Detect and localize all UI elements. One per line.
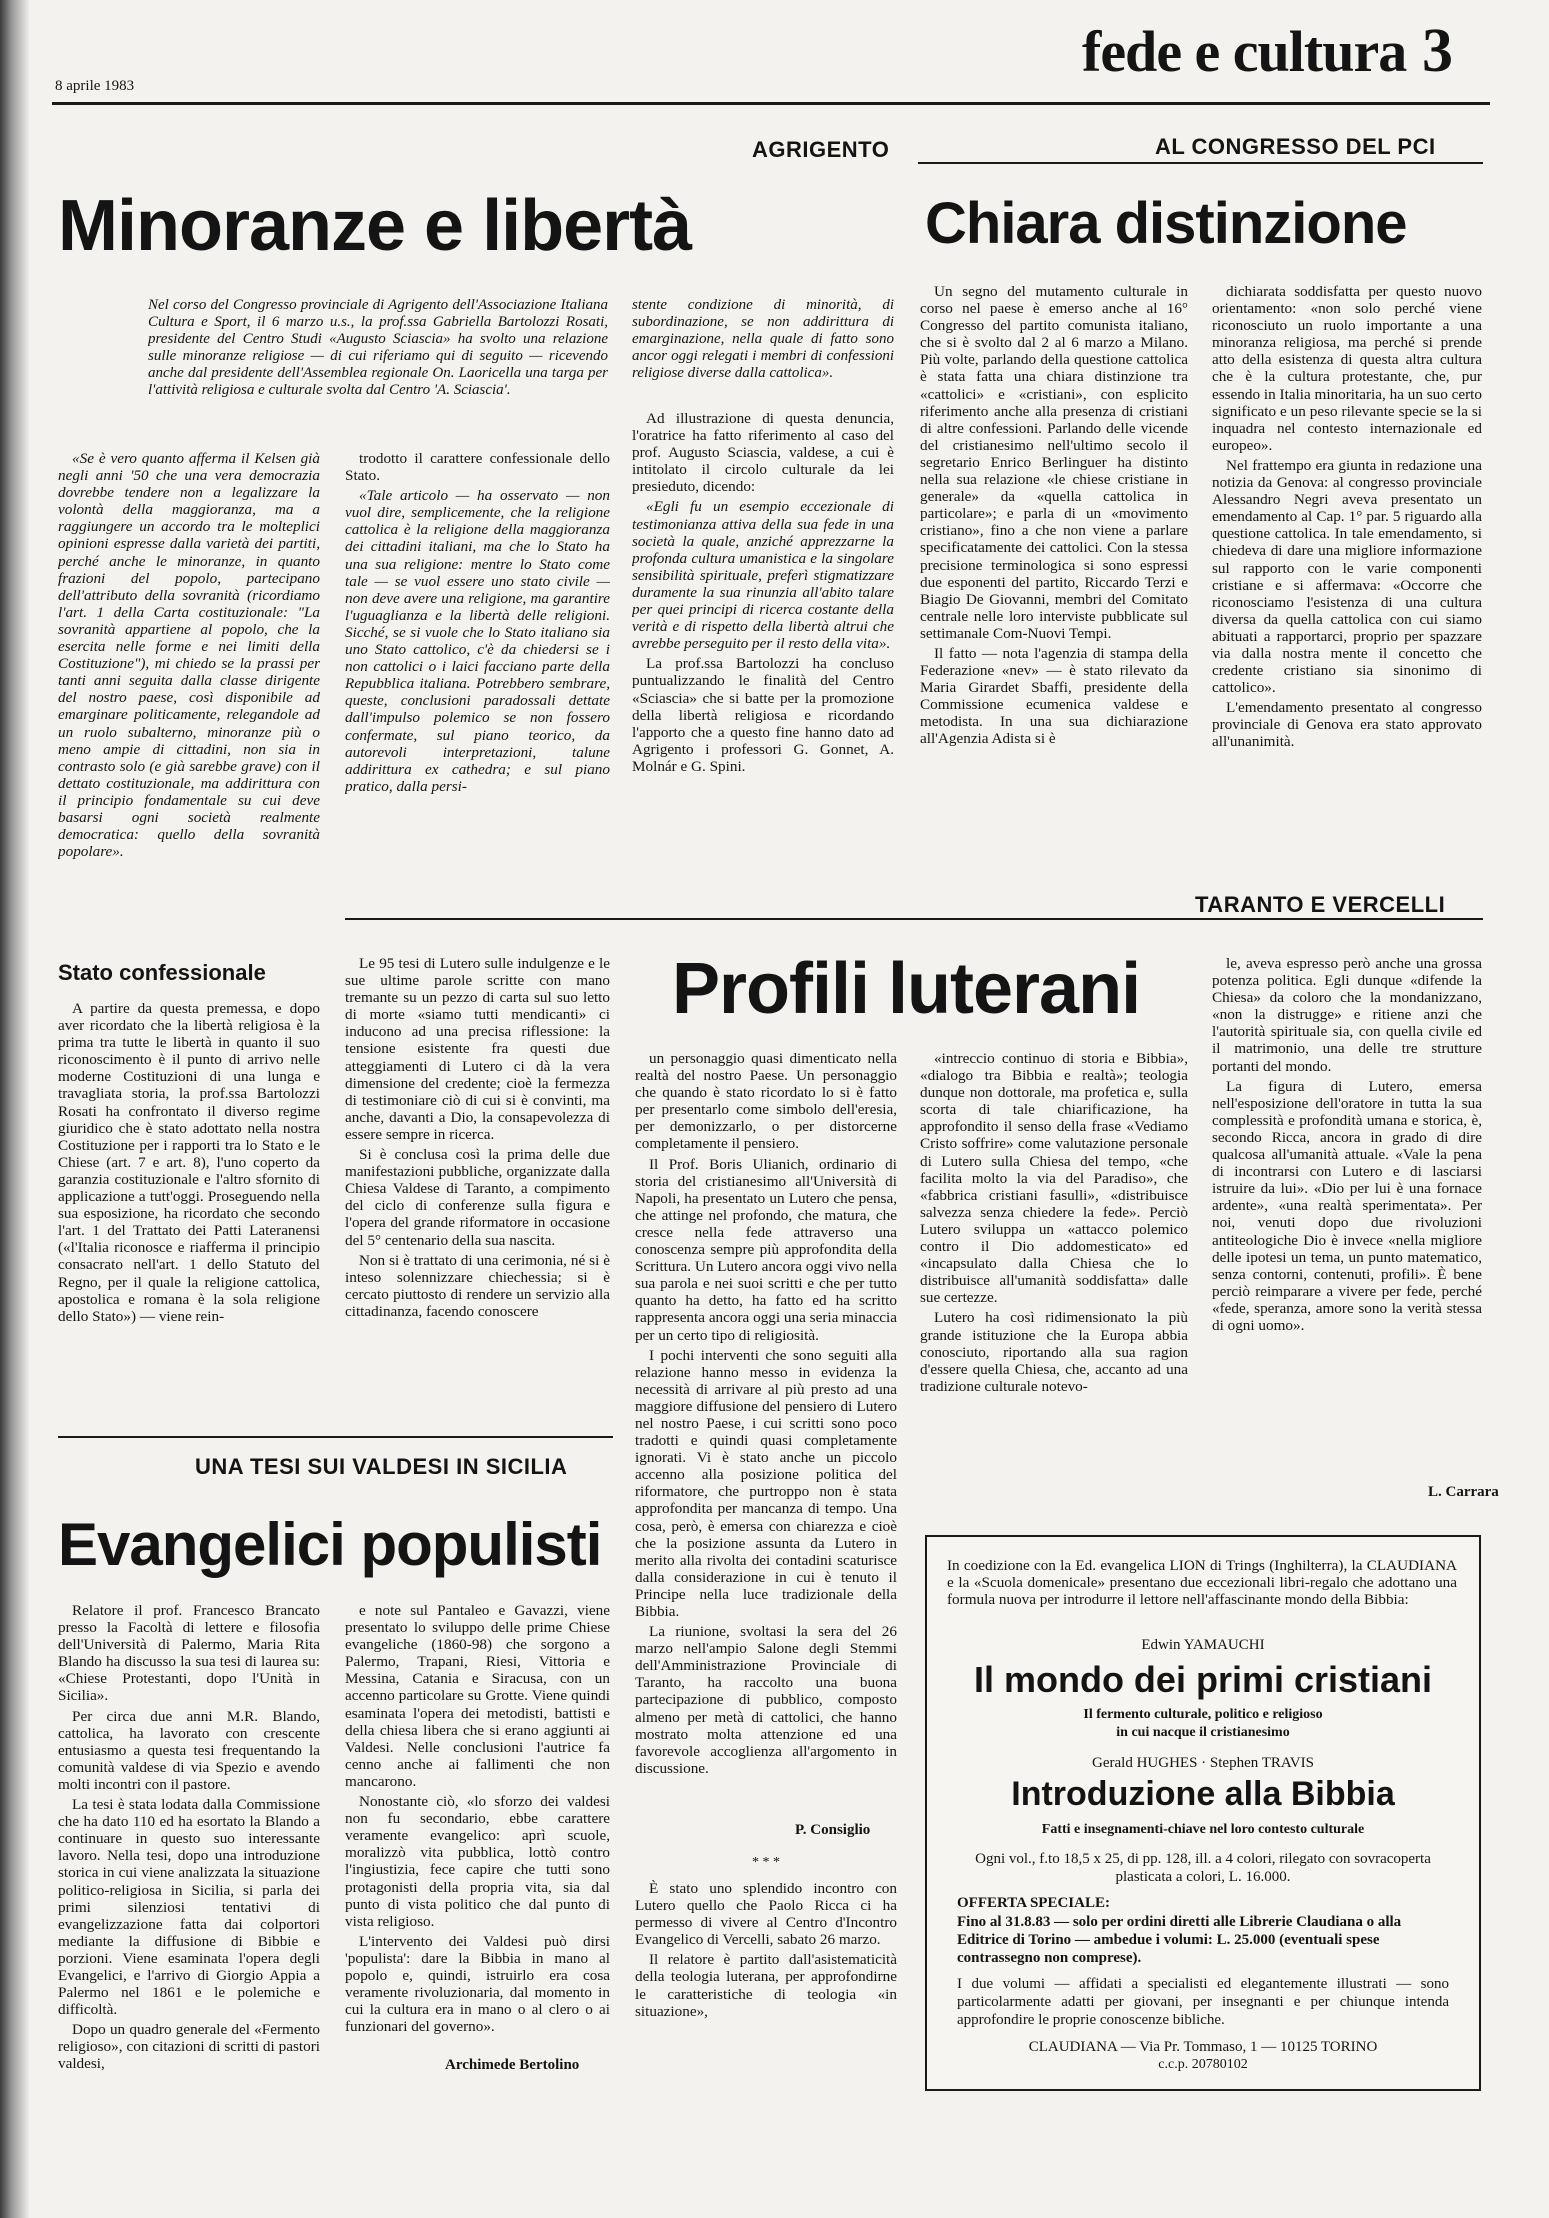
art3-col3 bbox=[920, 1050, 1188, 1480]
headline-profili-luterani: Profili luterani bbox=[672, 949, 1141, 1029]
art3-col2-p1: un personaggio quasi dimenticato nella realtà del nostro Paese. Un personaggio che quando è stato ricordato lo si è fatto per presentarlo come simbolo dell'eresia, per demonizzarlo, o per distorcerne completamente il pensiero. bbox=[635, 1050, 897, 1153]
ad-offer-title: OFFERTA SPECIALE: bbox=[957, 1895, 1110, 1911]
art1-col3-p3: La prof.ssa Bartolozzi ha concluso puntualizzando le finalità del Centro «Sciascia» che si batte per la promozione della libertà religiosa e ricordando l'apporto che a questo fine hanno dato ad Agrigento i professori G. Gonnet, A. Molnár e G. Spini. bbox=[632, 655, 894, 775]
art3-section-stars: * * * bbox=[752, 1855, 780, 1870]
header-section-title: fede e cultura bbox=[1082, 19, 1407, 84]
art4-col2 bbox=[345, 1602, 610, 2047]
art3-col2-p4: La riunione, svoltasi la sera del 26 marzo nell'ampio Salone degli Stemmi dell'Amministrazione Provinciale di Taranto, ha raccolto una buona partecipazione di pubblico, composto almeno per metà di cattolici, che hanno mostrato molta attenzione ed una favorevole accoglienza all'argomento in discussione. bbox=[635, 1623, 897, 1777]
art2-col1-p2: Il fatto — nota l'agenzia di stampa della Federazione «nev» — è stato rilevato da Maria Girardet Sbaffi, presidente della Commissione ecumenica valdese e metodista. In una sua dichiarazione all'Agenzia Adista si è bbox=[920, 644, 1188, 748]
subhead-stato-confessionale: Stato confessionale bbox=[58, 960, 266, 985]
scan-edge-shadow bbox=[0, 0, 30, 2218]
art1-lead-continued: stente condizione di minorità, di subordinazione, se non addirittura di emarginazione, nella quale di fatto sono ancor oggi relegati i membri di confessioni religiose diverse dalla cattolica». bbox=[632, 297, 894, 382]
art3-signature-2: L. Carrara bbox=[1428, 1484, 1499, 1500]
kicker-valdesi-sicilia: UNA TESI SUI VALDESI IN SICILIA bbox=[195, 1454, 568, 1479]
art4-top-rule bbox=[58, 1436, 613, 1438]
header-rule bbox=[52, 102, 1490, 105]
art1-col4-p1: A partire da questa premessa, e dopo aver ricordato che la libertà religiosa è la prima tra tutte le libertà in quanto il suo riconoscimento è il punto di arrivo nelle moderne Costituzioni di una lunga e travagliata storia, la prof.ssa Bartolozzi Rosati ha confrontato il diverso regime giuridico che è stato adottato nella nostra Costituzione per i rapporti tra lo Stato e le Chiese (art. 7 e art. 8), l'uno coperto da garanzia costituzionale e l'altro sfornito di applicazione a tutt'oggi. Proseguendo nella sua esposizione, ha ricordato che secondo l'art. 1 del Trattato dei Patti Lateranensi («l'Italia riconosce e riafferma il principio consacrato nell'art. 1 dello Statuto del Regno, per il quale la religione cattolica, apostolica e romana è la sola religione dello Stato») — viene rein- bbox=[58, 1000, 320, 1325]
art1-col3-p1: Ad illustrazione di questa denuncia, l'oratrice ha fatto riferimento al caso del prof. Augusto Sciascia, valdese, a cui è intitolato il circolo culturale da lei presieduto, dicendo: bbox=[632, 410, 894, 496]
ad-specs: Ogni vol., f.to 18,5 x 25, di pp. 128, ill. a 4 colori, rilegato con sovracoperta plasticata a colori, L. 16.000. bbox=[975, 1851, 1431, 1885]
art3-col3-p1: «intreccio continuo di storia e Bibbia», «dialogo tra Bibbia e realtà»; teologia dunque non dottorale, ma profetica e, sulla scorta di tale chiarificazione, ha approfondito il senso della frase «Vediamo Cristo soffrire» come valutazione personale di Lutero sulla Chiesa del tempo, «che facilita molto la via del Paradiso», che «fabbrica cristiani fasulli», «distribuisce salvezza senza chiedere la fede». Perciò Lutero sviluppa un «attacco polemico contro il Dio addomesticato» ed «incapsulato dalla Chiesa che lo distribuisce all'umanità soddisfatta» dalle sue certezze. bbox=[920, 1050, 1188, 1307]
ad-author-2: Gerald HUGHES · Stephen TRAVIS bbox=[1092, 1755, 1314, 1771]
art1-col3 bbox=[632, 410, 894, 925]
ad-publisher: CLAUDIANA — Via Pr. Tommaso, 1 — 10125 TORINO bbox=[1028, 2039, 1378, 2055]
art1-col2-p1: trodotto il carattere confessionale dello Stato. bbox=[345, 450, 610, 485]
art1-col2-p2: «Tale articolo — ha osservato — non vuol dire, semplicemente, che la religione cattolica è la religione della maggioranza dei cittadini italiani, ma che lo Stato ha una sua religione: mentre lo Stato come tale — se vuol essere uno stato civile — non deve avere una religione, ma garantire l'uguaglianza e la libertà delle religioni. Sicché, se si vuole che lo Stato italiano sia uno Stato cattolico, c'è da chiedersi se i non cattolici o i laici facciano parte della Repubblica italiana. Potrebbero sembrare, queste, conclusioni paradossali dettate dall'impulso polemico se non fossero confermate, sul piano teorico, da autorevoli interpretazioni, talune addirittura ex cathedra; e sul piano pratico, dalla persi- bbox=[345, 487, 610, 795]
art1-col1-p1: «Se è vero quanto afferma il Kelsen già negli anni '50 che una vera democrazia dovrebbe tendere non a legalizzare la volontà della maggioranza, ma a raggiungere un accordo tra le molteplici opinioni espresse dalla varietà dei partiti, perché anche le minoranze, in quanto frazioni del popolo, partecipano dell'attributo della sovranità (ricordiamo l'art. 1 della Carta costituzionale: "La sovranità appartiene al popolo, che la esercita nelle forme e nei limiti della Costituzione"), mi chiedo se la prassi per tanti anni seguita dalla classe dirigente del nostro paese, così disponibile ad emarginare politicamente, relegandole ad un ruolo subalterno, minoranze più o meno ampie di cittadini, non sia in contrasto solo (e già sarebbe grave) con il dettato costituzionale, ma addirittura con il principio fondamentale su cui deve basarsi ogni società realmente democratica: quello della sovranità popolare». bbox=[58, 450, 320, 861]
art3-col4-p1: le, aveva espresso però anche una grossa potenza politica. Egli dunque «difende la Chiesa» da coloro che la mondanizzano, «non la distrugge» e ritiene anzi che l'autorità spirituale sia, con quella civile ed il matrimonio, una delle tre strutture portanti del mondo. bbox=[1212, 955, 1482, 1075]
art4-col1 bbox=[58, 1602, 320, 2082]
art4-col2-p3: L'intervento dei Valdesi può dirsi 'populista': dare la Bibbia in mano al popolo e, quindi, istruirlo era cosa veramente rivoluzionaria, dal momento in cui la cultura era in mano o al clero o ai funzionari del governo». bbox=[345, 1932, 610, 2036]
ad-intro: In coedizione con la Ed. evangelica LION di Trings (Inghilterra), la CLAUDIANA e la «Scuola domenicale» presentano due eccezionali libri-regalo che adottano una formula nuova per introdurre il lettore nell'affascinante mondo della Bibbia: bbox=[947, 1557, 1457, 1609]
art3-col2-p3: I pochi interventi che sono seguiti alla relazione hanno messo in evidenza la necessità di arrivare al più presto ad una maggiore diffusione del pensiero di Lutero nel nostro Paese, i cui scritti sono poco tradotti e quindi quasi completamente ignorati. Vi è stato anche un piccolo accenno alla posizione politica del riformatore, che purtroppo non è stata approfondita per mancanza di tempo. Una cosa, però, è emersa con chiarezza e cioè che la posizione assunta da Lutero in merito alla rivolta dei contadini scaturisce dalla considerazione in cui è tenuto il Principe nella luce tradizionale della Bibbia. bbox=[635, 1346, 897, 1620]
art2-col2-p3: L'emendamento presentato al congresso provinciale di Genova era stato approvato all'unanimità. bbox=[1212, 699, 1482, 751]
ad-book-subtitle-1b: in cui nacque il cristianesimo bbox=[1116, 1725, 1290, 1740]
art3-col1-p1: Le 95 tesi di Lutero sulle indulgenze e le sue ultime parole scritte con mano tremante su un pezzo di carta sul suo letto di morte «siamo tutti mendicanti» ci inducono ad una precisa riflessione: la tensione esistente fra questi due atteggiamenti di Lutero ci dà la vera dimensione del credente; cioè la fermezza di testimoniare ciò di cui si è convinti, ma anche, davanti a Dio, la consapevolezza di essere sempre in ricerca. bbox=[345, 955, 610, 1143]
art1-col3-p2: «Egli fu un esempio eccezionale di testimonianza attiva della sua fede in una società la quale, anziché apprezzarne la profonda cultura umanistica e la singolare sensibilità spirituale, preferì stigmatizzare duramente la sua rinunzia all'abito talare per quei principi di ricerca costante della verità e di rispetto della libertà altrui che avrebbe perseguito per il resto della vita». bbox=[632, 498, 894, 653]
art4-col2-p1: e note sul Pantaleo e Gavazzi, viene presentato lo sviluppo delle prime Chiese evangeliche (1860-98) che sorgono a Palermo, Trapani, Riesi, Vittoria e Messina, Catania e Siracusa, con un accenno particolare su Grotte. Viene quindi esaminata l'opera dei metodisti, battisti e della chiesa libera che si erano aggiunti ai Valdesi. Nelle conclusioni l'autrice fa cenno anche ai fallimenti che non mancarono. bbox=[345, 1602, 610, 1790]
kicker-taranto-vercelli: TARANTO E VERCELLI bbox=[1195, 892, 1446, 917]
headline-chiara-distinzione: Chiara distinzione bbox=[925, 191, 1407, 256]
art3-col1 bbox=[345, 955, 610, 1415]
art3-col2-p6: Il relatore è partito dall'asistematicità della teologia luterana, per approfondirne le caratteristiche di teologia «in situazione», bbox=[635, 1951, 897, 2020]
ad-book-title-2: Introduzione alla Bibbia bbox=[1011, 1775, 1395, 1813]
art4-col1-p3: La tesi è stata lodata dalla Commissione che ha dato 110 ed ha esortato la Blando a continuare in questo suo interessante lavoro. Nella tesi, dopo una introduzione storica in cui viene analizzata la situazione politico-religiosa in Sicilia, si parla dei primi silenziosi tentativi di evangelizzazione fatta dai colportori mediante la diffusione di Bibbie e porzioni. Viene esaminata l'opera degli Evangelici, e l'arrivo di Giorgio Appia a Palermo nel 1861 e le polemiche e difficoltà. bbox=[58, 1796, 320, 2019]
art2-col1-p1: Un segno del mutamento culturale in corso nel paese è emerso anche al 16° Congresso del partito comunista italiano, che si è svolto dal 2 al 6 marzo a Milano. Più volte, parlando della questione cattolica è stata fatta una chiara distinzione tra «cattolici» e «cristiani», con esplicito riferimento anche alla presenza di cristiani di altre confessioni. Parlando delle vicende del cristianesimo nell'ultimo secolo il segretario Enrico Berlinguer ha distinto nella sua relazione «le chiese cristiane in generale» da «quella cattolica in particolare»; e parla di un «movimento cristiano», fino a che non viene a parlare specificatamente dei cattolici. Con la stessa precisione terminologica si sono espressi due esponenti del partito, Riccardo Terzi e Biagio De Giovanni, membri del Comitato centrale nelle loro interviste pubblicate sul settimanale Com-Nuovi Tempi. bbox=[920, 283, 1188, 642]
art2-col2 bbox=[1212, 283, 1482, 873]
kicker-pci: AL CONGRESSO DEL PCI bbox=[1155, 134, 1436, 159]
art4-col1-p2: Per circa due anni M.R. Blando, cattolica, ha lavorato con crescente entusiasmo a questa tesi frequentando la comunità valdese di via Spezio e avendo molti incontri con il pastore. bbox=[58, 1707, 320, 1793]
art1-col2 bbox=[345, 450, 610, 925]
headline-evangelici-populisti: Evangelici populisti bbox=[58, 1511, 602, 1578]
art3-col4-p2: La figura di Lutero, emersa nell'esposizione dell'oratore in tutta la sua complessità e profondità umana e storica, è, secondo Ricca, ancora in grado di dire qualcosa all'umanità attuale. «Vale la pena di incontrarsi con Lutero e di lasciarsi istruire da lui». «Dio per lui è una fornace ardente», «una realtà sperimentata». Per noi, venuti dopo due rivoluzioni antiteologiche Dio è invece «nella migliore delle ipotesi un tema, un punto matematico, senza contorni, contenuti, profili». È bene perciò reimparare a vivere per fede, perché «fede, speranza, amore sono la verità stessa di ogni uomo». bbox=[1212, 1077, 1482, 1334]
art2-col2-p1: dichiarata soddisfatta per questo nuovo orientamento: «non solo perché viene riconosciuto un ruolo importante a una minoranza religiosa, ma perché si prende atto della esistenza di questa altra cultura che è la cultura protestante, che, pur essendo in Italia minoritaria, ha un suo certo significato e un peso rilevante specie se la si inquadra nel contesto internazionale ed europeo». bbox=[1212, 283, 1482, 454]
art2-col1 bbox=[920, 283, 1188, 873]
ad-author-1: Edwin YAMAUCHI bbox=[1141, 1637, 1265, 1653]
art1-col1 bbox=[58, 450, 320, 925]
ad-book-title-1: Il mondo dei primi cristiani bbox=[973, 1659, 1433, 1700]
claudiana-book-ad bbox=[925, 1535, 1481, 2091]
ad-ccp: c.c.p. 20780102 bbox=[1158, 2057, 1248, 2072]
ad-offer-text: Fino al 31.8.83 — solo per ordini diretti alle Librerie Claudiana o alla Editrice di Torino — ambedue i volumi: L. 25.000 (eventuali spese contrassegno non comprese). bbox=[957, 1914, 1402, 1966]
art1-col4 bbox=[58, 1000, 320, 1420]
art3-col1-p3: Non si è trattato di una cerimonia, né si è inteso solennizzare chiechessia; si è cercato piuttosto di rendere un servizio alla cittadinanza, facendo conoscere bbox=[345, 1251, 610, 1320]
art2-col2-p2: Nel frattempo era giunta in redazione una notizia da Genova: al congresso provinciale Alessandro Negri aveva presentato un emendamento al Cap. 1° par. 5 riguardo alla questione cattolica. In tale emendamento, si chiedeva di dare una migliore informazione sul rapporto con le varie componenti cristiane e si affermava: «Occorre che riconosciamo l'esistenza di una cultura diversa da quella cattolica con cui siamo abituati a rapportarci, proprio per spazzare via dalla nostra mente il concetto che credente cristiano sia sinonimo di cattolico». bbox=[1212, 456, 1482, 697]
headline-minoranze: Minoranze e libertà bbox=[58, 186, 692, 266]
art3-col2-p5: È stato uno splendido incontro con Lutero quello che Paolo Ricca ci ha permesso di vivere al Centro d'Incontro Evangelico di Vercelli, sabato 26 marzo. bbox=[635, 1880, 897, 1949]
art4-col2-p2: Nonostante ciò, «lo sforzo dei valdesi non fu secondario, ebbe carattere veramente evangelico: aprì scuole, moralizzò vita pubblica, lottò contro l'ingiustizia, fece capire che tutti sono protagonisti della propria vita, sia dal punto di vista politico che dal punto di vista religioso. bbox=[345, 1793, 610, 1930]
ad-book-subtitle-1a: Il fermento culturale, politico e religioso bbox=[1083, 1707, 1323, 1722]
art3-col2-p2: Il Prof. Boris Ulianich, ordinario di storia del cristianesimo all'Università di Napoli, ha presentato un Lutero che pensa, che attinge nel profondo, che matura, che cresce nella fede attraverso una conoscenza sempre più approfondita della Scrittura. Un Lutero ancora oggi vivo nella sua parola e nei suoi scritti e che per tutto quanto ha detto, ha fatto ed ha scritto rappresenta ancora oggi una seria minaccia per un certo tipo di religiosità. bbox=[635, 1155, 897, 1344]
kicker-agrigento: AGRIGENTO bbox=[752, 137, 890, 162]
art4-col1-p4: Dopo un quadro generale del «Fermento religioso», con citazioni di scritti di pastori valdesi, bbox=[58, 2021, 320, 2073]
ad-closing: I due volumi — affidati a specialisti ed elegantemente illustrati — sono particolarmente adatti per giovani, per insegnanti e per chiunque intenda approfondire le proprie conoscenze bibliche. bbox=[957, 1976, 1449, 2028]
art3-signature-1: P. Consiglio bbox=[795, 1822, 871, 1838]
header-date: 8 aprile 1983 bbox=[55, 78, 135, 94]
art3-col2-bottom bbox=[635, 1880, 897, 2080]
art3-col3-p2: Lutero ha così ridimensionato la più grande istituzione che la Europa abbia conosciuto, riportando alla sua ragion d'essere quella Chiesa, che, accanto ad una tradizione culturale notevo- bbox=[920, 1309, 1188, 1395]
art2-top-rule bbox=[918, 162, 1483, 164]
art1-lead: Nel corso del Congresso provinciale di Agrigento dell'Associazione Italiana Cultura e Sport, il 6 marzo u.s., la prof.ssa Gabriella Bartolozzi Rosati, presidente del Centro Studi «Augusto Sciascia» ha svolto una relazione sulle minoranze religiose — di cui riferiamo qui di seguito — ricevendo anche dal presidente dell'Assemblea regionale On. Laoricella una targa per l'attività religiosa e culturale svolta dal Centro 'A. Sciascia'. bbox=[148, 297, 608, 399]
art4-col1-p1: Relatore il prof. Francesco Brancato presso la Facoltà di lettere e filosofia dell'Università di Palermo, Maria Rita Blando ha discusso la sua tesi di laurea su: «Chiese Protestanti, dopo l'Unità in Sicilia». bbox=[58, 1602, 320, 1705]
art3-col1-p2: Si è conclusa così la prima delle due manifestazioni pubbliche, organizzate dalla Chiesa Valdese di Taranto, a compimento del ciclo di conferenze sulla figura e l'opera del grande riformatore in occasione del 5° centenario della sua nascita. bbox=[345, 1146, 610, 1249]
header-page-number: 3 bbox=[1422, 17, 1453, 85]
ad-book-subtitle-2: Fatti e insegnamenti-chiave nel loro contesto culturale bbox=[1041, 1822, 1365, 1837]
art4-signature: Archimede Bertolino bbox=[445, 2057, 580, 2073]
art3-top-rule bbox=[345, 918, 1483, 920]
art3-col4 bbox=[1212, 955, 1482, 1465]
